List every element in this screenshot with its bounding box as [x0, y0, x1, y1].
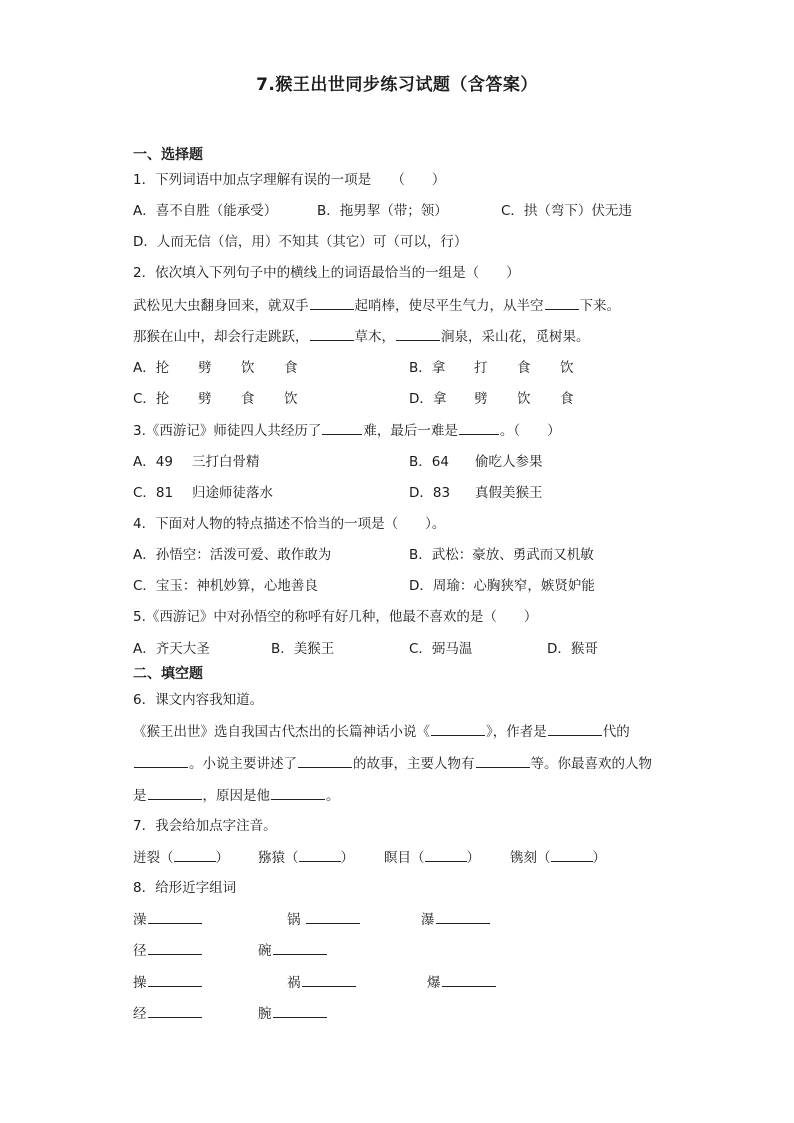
q3-option-a-label: A．49 [133, 454, 173, 470]
q2-option-c-word: 饮 [284, 391, 298, 407]
q6-stem: 6．课文内容我知道。 [133, 692, 264, 708]
fill-blank[interactable] [436, 910, 490, 924]
q2-option-b-word: 饮 [560, 360, 574, 376]
q5-option-d: D．猴哥 [547, 641, 598, 657]
q7-item: 猕猿（ ） [258, 850, 354, 866]
q4-option-a: A．孙悟空：活泼可爱、敢作敢为 [133, 547, 332, 563]
q6-line-3: 是 ，原因是他 。 [133, 788, 340, 804]
q1-option-a: A．喜不自胜（能承受） [133, 203, 278, 219]
q5-stem: 5.《西游记》中对孙悟空的称呼有好几种，他最不喜欢的是（ ） [133, 609, 538, 625]
q8-word-item: 澡 [133, 910, 203, 929]
q3-option-b-text: 偷吃人参果 [475, 454, 543, 470]
fill-blank[interactable] [396, 327, 440, 341]
fill-blank[interactable] [425, 848, 467, 862]
q2-option-d-word: 劈 [474, 391, 488, 407]
q4-option-b: B．武松：豪放、勇武而又机敏 [409, 547, 594, 563]
fill-blank[interactable] [322, 421, 362, 435]
q1-option-d: D．人而无信（信，用）不知其（其它）可（可以，行） [133, 234, 468, 250]
q2-stem: 2．依次填入下列句子中的横线上的词语最恰当的一组是（ ） [133, 265, 520, 281]
q8-word-item: 祸 [287, 973, 357, 992]
fill-blank[interactable] [442, 973, 496, 987]
page-title: 7.猴王出世同步练习试题（含答案） [256, 75, 538, 95]
q7-item: 迸裂（ ） [133, 850, 229, 866]
q2-option-a-label: A．抡 [133, 360, 170, 376]
q2-sentence-1: 武松见大虫翻身回来，就双手 起哨棒，使尽平生气力，从半空 下来。 [133, 298, 620, 314]
q4-stem: 4．下面对人物的特点描述不恰当的一项是（ ）。 [133, 516, 446, 532]
fill-blank[interactable] [545, 296, 579, 310]
q2-option-b-word: 打 [474, 360, 488, 376]
q4-option-c: C．宝玉：神机妙算，心地善良 [133, 578, 318, 594]
q6-line-2: 。小说主要讲述了 的故事，主要人物有 等。你最喜欢的人物 [133, 754, 652, 773]
q8-word-item: 径 [133, 941, 203, 960]
q7-item: 瞑目（ ） [384, 850, 480, 866]
fill-blank[interactable] [148, 910, 202, 924]
fill-blank[interactable] [148, 941, 202, 955]
fill-blank[interactable] [310, 296, 354, 310]
fill-blank[interactable] [148, 786, 202, 800]
fill-blank[interactable] [548, 722, 602, 736]
fill-blank[interactable] [299, 848, 341, 862]
fill-blank[interactable] [148, 973, 202, 987]
q2-option-c-word: 食 [241, 391, 255, 407]
q2-option-c-word: 劈 [198, 391, 212, 407]
q2-option-d-label: D．拿 [409, 391, 447, 407]
section-heading-fill: 二、填空题 [133, 666, 203, 682]
fill-blank[interactable] [134, 754, 188, 768]
fill-blank[interactable] [273, 1004, 327, 1018]
q2-option-a-word: 劈 [198, 360, 212, 376]
q8-word-item: 锅 [287, 910, 361, 929]
q2-option-d-word: 食 [560, 391, 574, 407]
q8-stem: 8．给形近字组词 [133, 880, 237, 896]
q8-word-item: 瀑 [421, 910, 491, 929]
q8-word-item: 经 [133, 1004, 203, 1023]
q2-option-a-word: 食 [284, 360, 298, 376]
q3-option-c-text: 归途师徒落水 [192, 485, 273, 501]
q4-option-d: D．周瑜：心胸狭窄，嫉贤妒能 [409, 578, 595, 594]
q2-option-b-word: 食 [517, 360, 531, 376]
fill-blank[interactable] [302, 973, 356, 987]
q2-option-a-word: 饮 [241, 360, 255, 376]
q6-line-1: 《猴王出世》选自我国古代杰出的长篇神话小说《 》，作者是 代的 [133, 724, 630, 740]
q7-stem: 7．我会给加点字注音。 [133, 818, 277, 834]
q3-option-d-label: D．83 [409, 485, 451, 501]
q5-option-a: A．齐天大圣 [133, 641, 210, 657]
q5-option-c: C．弼马温 [409, 641, 473, 657]
fill-blank[interactable] [306, 910, 360, 924]
fill-blank[interactable] [148, 1004, 202, 1018]
q8-word-item: 腕 [258, 1004, 328, 1023]
q8-word-item: 操 [133, 973, 203, 992]
q8-word-item: 爆 [427, 973, 497, 992]
q2-sentence-2: 那猴在山中，却会行走跳跃， 草木， 涧泉，采山花，觅树果。 [133, 329, 590, 345]
q3-option-d-text: 真假美猴王 [475, 485, 543, 501]
q2-option-b-label: B．拿 [409, 360, 446, 376]
q1-option-b: B．拖男挈（带；领） [317, 203, 448, 219]
q5-option-b: B．美猴王 [271, 641, 335, 657]
q7-item: 镌刻（ ） [510, 850, 606, 866]
q2-option-d-word: 饮 [517, 391, 531, 407]
q3-option-a-text: 三打白骨精 [192, 454, 260, 470]
fill-blank[interactable] [310, 327, 354, 341]
fill-blank[interactable] [271, 786, 325, 800]
fill-blank[interactable] [431, 722, 485, 736]
fill-blank[interactable] [476, 754, 530, 768]
q3-option-b-label: B．64 [409, 454, 449, 470]
q1-option-c: C．拱（弯下）伏无违 [501, 203, 632, 219]
q8-word-item: 碗 [258, 941, 328, 960]
q3-option-c-label: C．81 [133, 485, 174, 501]
fill-blank[interactable] [298, 754, 352, 768]
q2-option-c-label: C．抡 [133, 391, 170, 407]
fill-blank[interactable] [273, 941, 327, 955]
q3-stem: 3.《西游记》师徒四人共经历了 难，最后一难是 。（ ） [133, 423, 561, 439]
fill-blank[interactable] [459, 421, 499, 435]
section-heading-choice: 一、选择题 [133, 147, 203, 163]
q1-stem: 1．下列词语中加点字理解有误的一项是 （ ） [133, 172, 446, 188]
fill-blank[interactable] [174, 848, 216, 862]
fill-blank[interactable] [551, 848, 593, 862]
